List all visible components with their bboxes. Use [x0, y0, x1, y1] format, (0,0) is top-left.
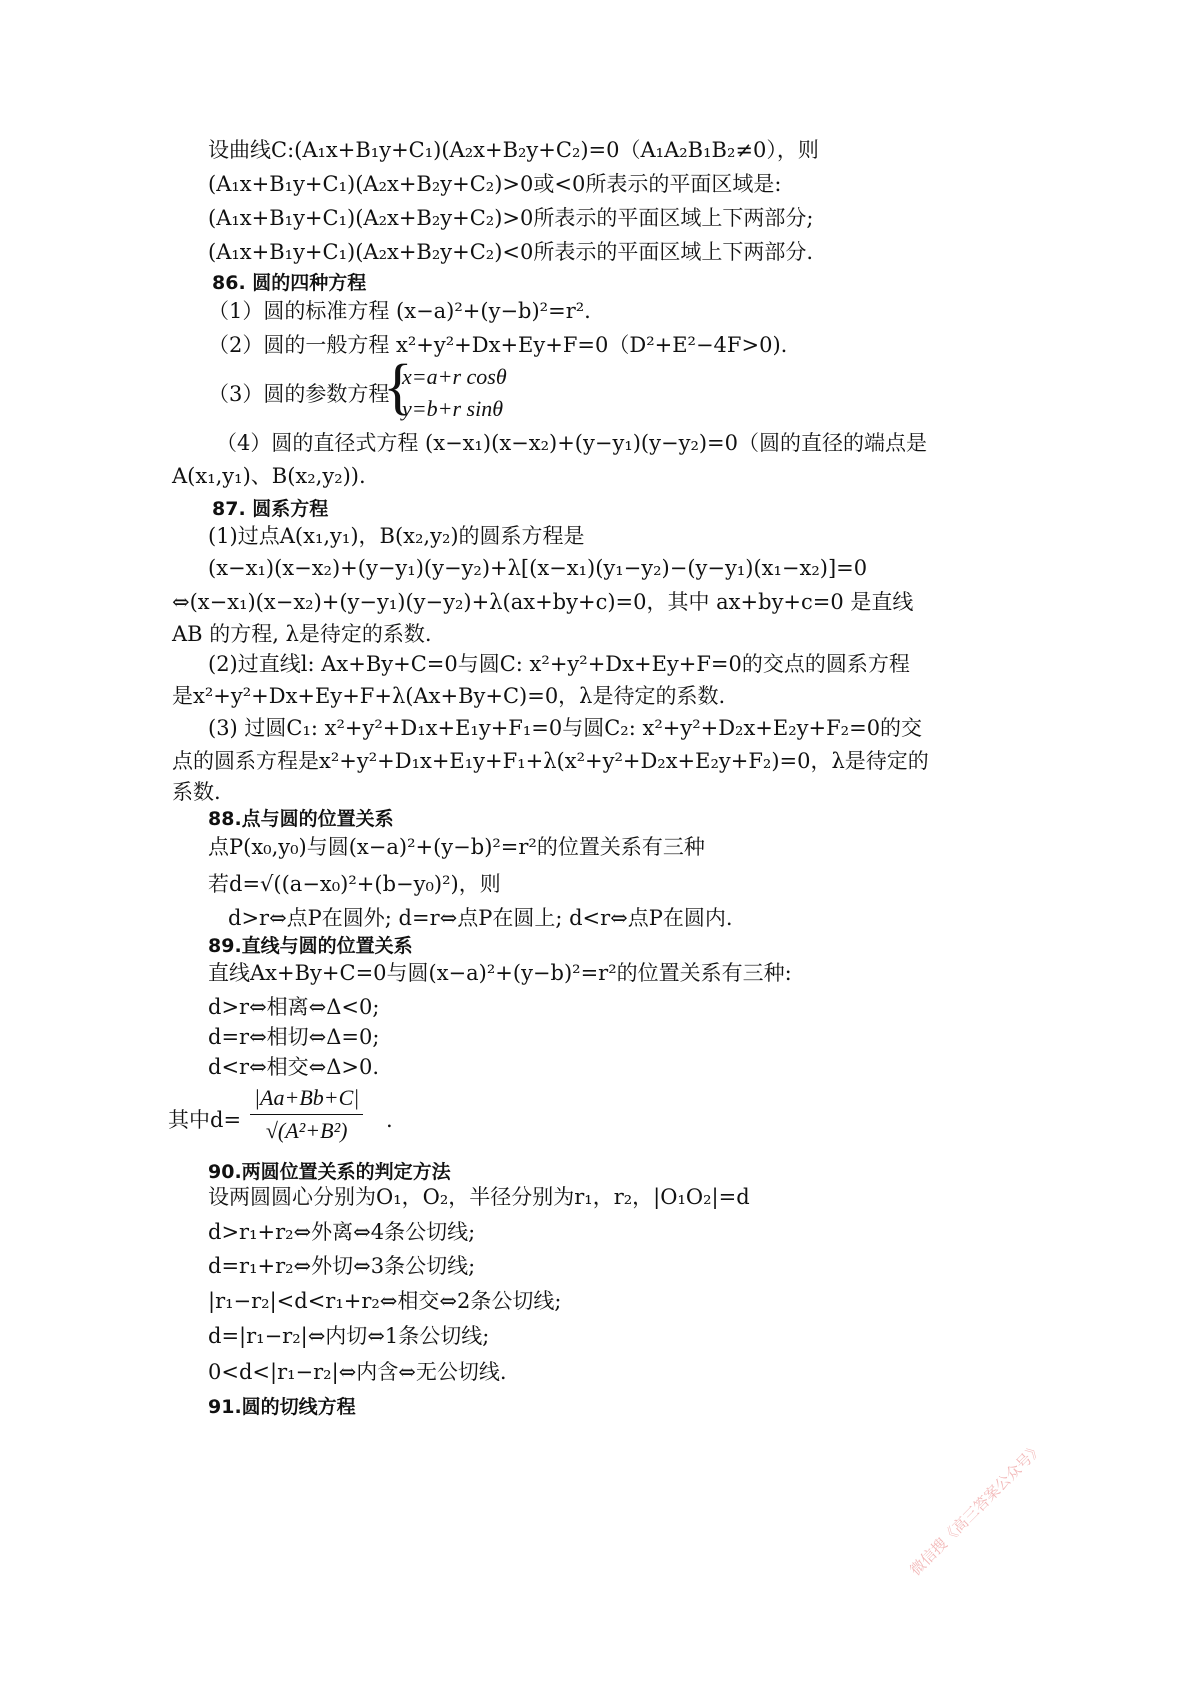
line-90-3: d=r₁+r₂⇔外切⇔3条公切线;: [208, 1254, 476, 1278]
line-86-4-cont: A(x₁,y₁)、B(x₂,y₂)).: [172, 464, 366, 488]
heading-89: 89.直线与圆的位置关系: [208, 935, 413, 957]
line-90-4: |r₁−r₂|<d<r₁+r₂⇔相交⇔2条公切线;: [208, 1289, 562, 1313]
line-90-1: 设两圆圆心分别为O₁，O₂，半径分别为r₁，r₂，|O₁O₂|=d: [208, 1185, 750, 1209]
line-87-1: (1)过点A(x₁,y₁)，B(x₂,y₂)的圆系方程是: [208, 524, 585, 548]
line-86-2: （2）圆的一般方程 x²+y²+Dx+Ey+F=0（D²+E²−4F>0).: [208, 333, 788, 357]
fraction-denominator: √(A²+B²): [265, 1118, 348, 1143]
line-89-2: d>r⇔相离⇔Δ<0;: [208, 995, 380, 1019]
line-87-6: 是x²+y²+Dx+Ey+F+λ(Ax+By+C)=0，λ是待定的系数.: [172, 684, 726, 708]
line-90-6: 0<d<|r₁−r₂|⇔内含⇔无公切线.: [208, 1360, 507, 1384]
line-89-1: 直线Ax+By+C=0与圆(x−a)²+(y−b)²=r²的位置关系有三种:: [208, 961, 792, 985]
heading-90: 90.两圆位置关系的判定方法: [208, 1161, 451, 1183]
line-86-3-label: （3）圆的参数方程: [208, 382, 390, 406]
heading-87: 87. 圆系方程: [212, 498, 329, 520]
line-90-5: d=|r₁−r₂|⇔内切⇔1条公切线;: [208, 1324, 490, 1348]
heading-88: 88.点与圆的位置关系: [208, 808, 394, 830]
fraction-numerator: |Aa+Bb+C|: [250, 1085, 363, 1115]
line-87-5: (2)过直线l: Ax+By+C=0与圆C: x²+y²+Dx+Ey+F=0的交点的圆系方程: [208, 652, 910, 676]
line-88-3: d>r⇔点P在圆外; d=r⇔点P在圆上; d<r⇔点P在圆内.: [228, 906, 733, 930]
line-89-5: 其中d=: [168, 1108, 242, 1132]
parametric-x: x=a+r cosθ: [402, 364, 507, 389]
heading-91: 91.圆的切线方程: [208, 1396, 356, 1418]
fraction-period: .: [386, 1108, 393, 1132]
line-87-9: 系数.: [172, 780, 221, 804]
line-1: 设曲线C:(A₁x+B₁y+C₁)(A₂x+B₂y+C₂)=0（A₁A₂B₁B₂≠0），则: [208, 138, 819, 162]
line-2: (A₁x+B₁y+C₁)(A₂x+B₂y+C₂)>0或<0所表示的平面区域是:: [208, 172, 782, 196]
brace-symbol: {: [383, 353, 413, 421]
distance-fraction: [250, 1085, 363, 1144]
watermark: 微信搜《高三答案公众号》: [906, 1439, 1047, 1580]
line-3: (A₁x+B₁y+C₁)(A₂x+B₂y+C₂)>0所表示的平面区域上下两部分;: [208, 206, 814, 230]
line-89-3: d=r⇔相切⇔Δ=0;: [208, 1025, 380, 1049]
line-88-1: 点P(x₀,y₀)与圆(x−a)²+(y−b)²=r²的位置关系有三种: [208, 835, 705, 859]
line-87-3: ⇔(x−x₁)(x−x₂)+(y−y₁)(y−y₂)+λ(ax+by+c)=0，其中 ax+by+c=0 是直线: [172, 590, 914, 614]
line-88-2: 若d=√((a−x₀)²+(b−y₀)²)，则: [208, 872, 501, 896]
line-87-2: (x−x₁)(x−x₂)+(y−y₁)(y−y₂)+λ[(x−x₁)(y₁−y₂)−(y−y₁)(x₁−x₂)]=0: [208, 556, 868, 580]
line-86-1: （1）圆的标准方程 (x−a)²+(y−b)²=r².: [208, 299, 591, 323]
line-90-2: d>r₁+r₂⇔外离⇔4条公切线;: [208, 1220, 476, 1244]
line-86-4: （4）圆的直径式方程 (x−x₁)(x−x₂)+(y−y₁)(y−y₂)=0（圆的直径的端点是: [216, 431, 928, 455]
line-89-4: d<r⇔相交⇔Δ>0.: [208, 1055, 380, 1079]
line-87-4: AB 的方程, λ是待定的系数.: [172, 622, 432, 646]
line-87-8: 点的圆系方程是x²+y²+D₁x+E₁y+F₁+λ(x²+y²+D₂x+E₂y+F₂)=0，λ是待定的: [172, 749, 929, 773]
line-87-7: (3) 过圆C₁: x²+y²+D₁x+E₁y+F₁=0与圆C₂: x²+y²+D₂x+E₂y+F₂=0的交: [208, 716, 923, 740]
line-4: (A₁x+B₁y+C₁)(A₂x+B₂y+C₂)<0所表示的平面区域上下两部分.: [208, 240, 814, 264]
heading-86: 86. 圆的四种方程: [212, 272, 367, 294]
parametric-y: y=b+r sinθ: [402, 396, 503, 421]
